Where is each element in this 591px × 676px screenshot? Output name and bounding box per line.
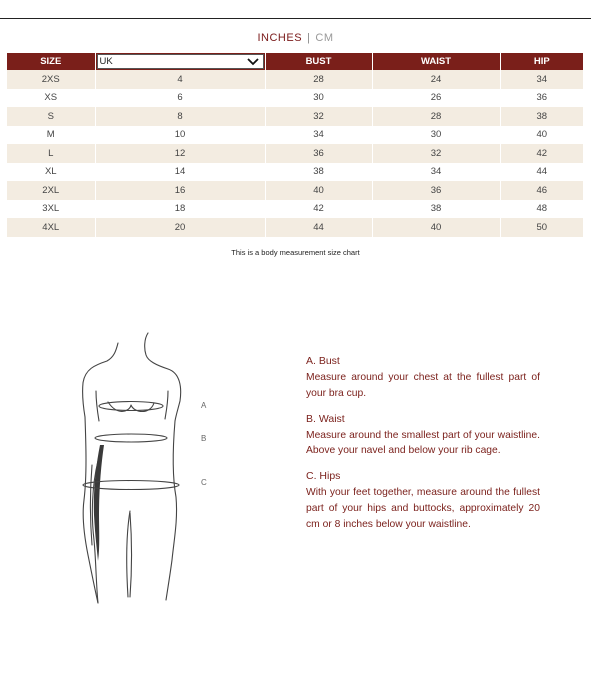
table-row xyxy=(7,89,583,108)
cell-region: 16 xyxy=(95,181,265,200)
instruction-hips xyxy=(306,470,540,532)
cell-bust: 44 xyxy=(265,218,372,237)
body-silhouette-illustration xyxy=(70,325,220,610)
table-row xyxy=(7,70,583,89)
cell-hip: 42 xyxy=(500,144,583,163)
cell-hip: 36 xyxy=(500,89,583,108)
header-waist: WAIST xyxy=(372,53,500,70)
size-chart-table xyxy=(7,53,583,237)
table-row xyxy=(7,218,583,237)
cell-hip: 34 xyxy=(500,70,583,89)
cell-waist: 24 xyxy=(372,70,500,89)
table-row xyxy=(7,144,583,163)
instruction-bust xyxy=(306,355,540,402)
cell-bust: 40 xyxy=(265,181,372,200)
instruction-waist xyxy=(306,413,540,460)
cell-size: XL xyxy=(7,163,95,182)
top-divider xyxy=(0,18,591,19)
cell-region: 20 xyxy=(95,218,265,237)
figure-label-b: B xyxy=(201,434,207,443)
cell-waist: 30 xyxy=(372,126,500,145)
table-row xyxy=(7,200,583,219)
cell-waist: 40 xyxy=(372,218,500,237)
cell-waist: 26 xyxy=(372,89,500,108)
cell-region: 18 xyxy=(95,200,265,219)
unit-toggle xyxy=(0,32,591,44)
cell-size: 4XL xyxy=(7,218,95,237)
table-row xyxy=(7,126,583,145)
cell-bust: 38 xyxy=(265,163,372,182)
instruction-text: Measure around your chest at the fullest part of your bra cup. xyxy=(306,372,540,399)
cell-hip: 38 xyxy=(500,107,583,126)
instruction-text: With your feet together, measure around the fullest part of your hips and buttocks, approximately 20 cm or 8 inches below your waistline. xyxy=(306,487,540,530)
cell-hip: 50 xyxy=(500,218,583,237)
cell-waist: 28 xyxy=(372,107,500,126)
figure-label-a: A xyxy=(201,401,207,410)
body-measurement-figure xyxy=(70,325,220,610)
cell-size: 3XL xyxy=(7,200,95,219)
cell-waist: 38 xyxy=(372,200,500,219)
instruction-title: B. Waist xyxy=(306,412,345,425)
unit-inches-link[interactable]: INCHES xyxy=(257,32,303,44)
table-row xyxy=(7,163,583,182)
cell-size: 2XL xyxy=(7,181,95,200)
cell-region: 12 xyxy=(95,144,265,163)
cell-region: 8 xyxy=(95,107,265,126)
cell-region: 4 xyxy=(95,70,265,89)
cell-bust: 42 xyxy=(265,200,372,219)
cell-size: S xyxy=(7,107,95,126)
cell-size: XS xyxy=(7,89,95,108)
region-select[interactable] xyxy=(97,54,264,69)
header-region xyxy=(95,53,265,70)
cell-hip: 44 xyxy=(500,163,583,182)
header-bust: BUST xyxy=(265,53,372,70)
unit-cm-link[interactable]: CM xyxy=(315,32,334,44)
cell-waist: 32 xyxy=(372,144,500,163)
cell-waist: 34 xyxy=(372,163,500,182)
cell-bust: 34 xyxy=(265,126,372,145)
cell-bust: 36 xyxy=(265,144,372,163)
header-size: SIZE xyxy=(7,53,95,70)
cell-hip: 40 xyxy=(500,126,583,145)
instruction-title: A. Bust xyxy=(306,355,340,367)
cell-size: L xyxy=(7,144,95,163)
chart-caption: This is a body measurement size chart xyxy=(231,248,360,257)
instruction-title: C. Hips xyxy=(306,470,341,483)
table-row xyxy=(7,107,583,126)
cell-region: 14 xyxy=(95,163,265,182)
cell-bust: 32 xyxy=(265,107,372,126)
chevron-down-icon xyxy=(247,57,259,66)
measurement-instructions xyxy=(306,355,540,544)
cell-size: M xyxy=(7,126,95,145)
header-hip: HIP xyxy=(500,53,583,70)
cell-hip: 48 xyxy=(500,200,583,219)
instruction-text: Measure around the smallest part of your waistline. Above your navel and below your rib cage. xyxy=(306,429,540,457)
cell-region: 6 xyxy=(95,89,265,108)
cell-hip: 46 xyxy=(500,181,583,200)
cell-size: 2XS xyxy=(7,70,95,89)
table-header-row xyxy=(7,53,583,70)
cell-bust: 30 xyxy=(265,89,372,108)
table-row xyxy=(7,181,583,200)
cell-waist: 36 xyxy=(372,181,500,200)
cell-bust: 28 xyxy=(265,70,372,89)
figure-label-c: C xyxy=(201,478,207,487)
unit-separator: | xyxy=(307,32,311,44)
cell-region: 10 xyxy=(95,126,265,145)
region-select-value: UK xyxy=(99,56,113,67)
